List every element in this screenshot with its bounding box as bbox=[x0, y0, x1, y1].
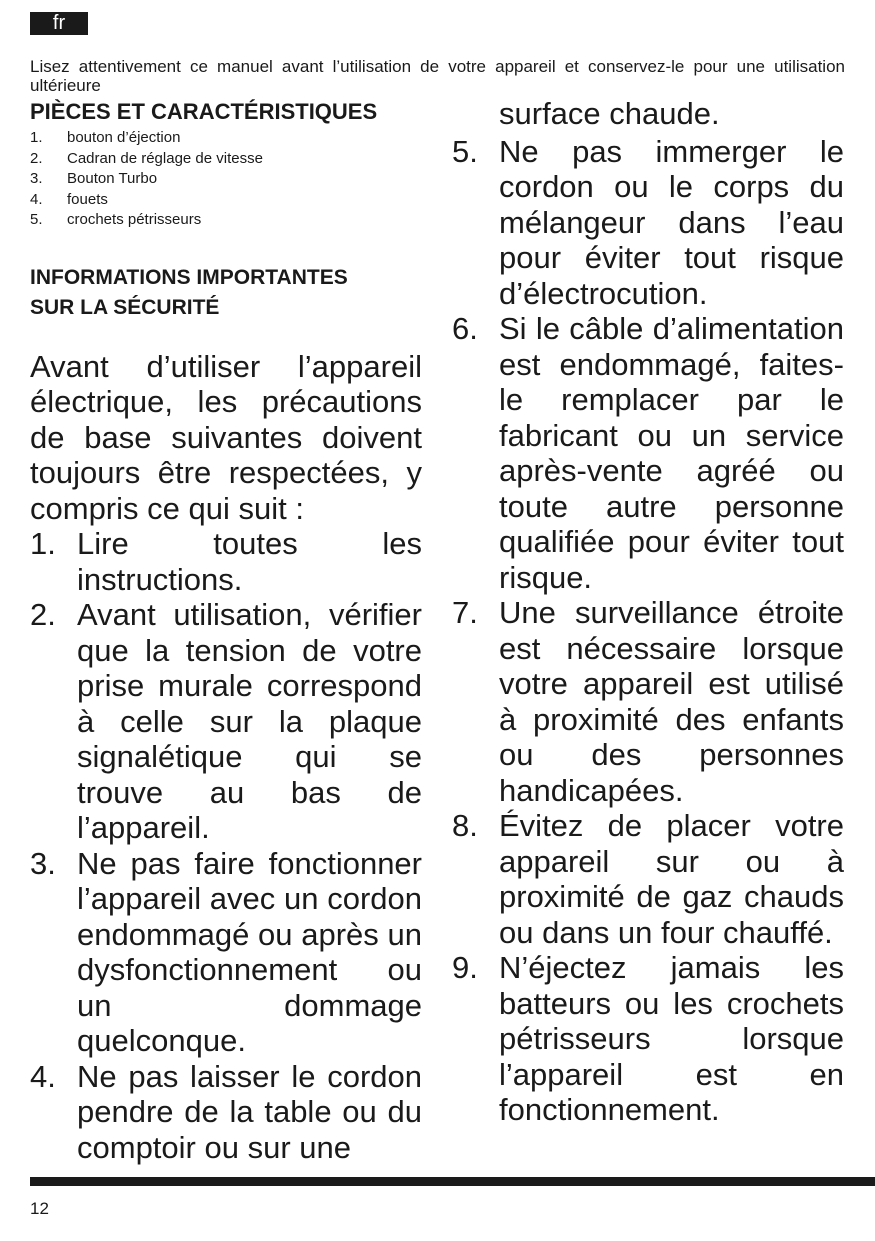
safety-item-continuation: surface chaude. bbox=[499, 96, 720, 131]
parts-item: 3. Bouton Turbo bbox=[30, 170, 158, 187]
safety-item: 5. Ne pas immerger le cordon ou le corps du mélangeur dans l’eau pour éviter tout risque d’électrocution. bbox=[452, 133, 844, 311]
safety-item: 1. Lire toutes les instructions. bbox=[30, 526, 422, 597]
safety-item: 4. Ne pas laisser le cordon pendre de la table ou du comptoir ou sur une bbox=[30, 1058, 422, 1165]
language-tab bbox=[30, 12, 88, 35]
safety-item: 8. Évitez de placer votre appareil sur ou à proximité de gaz chauds ou dans un four chauffé. bbox=[452, 808, 844, 950]
intro-text: Lisez attentivement ce manuel avant l’utilisation de votre appareil et conservez-le pour une utilisation ultérieure bbox=[30, 57, 845, 95]
page-number: 12 bbox=[30, 1199, 49, 1218]
parts-item: 1. bouton d’éjection bbox=[30, 129, 181, 146]
safety-item: 3. Ne pas faire fonctionner l’appareil avec un cordon endommagé ou après un dysfonctionnement ou un dommage quelconque. bbox=[30, 845, 422, 1058]
parts-item: 4. fouets bbox=[30, 190, 108, 208]
parts-item: 2. Cadran de réglage de vitesse bbox=[30, 149, 263, 167]
parts-list bbox=[30, 128, 422, 231]
safety-title: INFORMATIONS IMPORTANTES SUR LA SÉCURITÉ bbox=[30, 265, 348, 319]
parts-item: 5. crochets pétrisseurs bbox=[30, 211, 202, 228]
safety-item: 9. N’éjectez jamais les batteurs ou les crochets pétrisseurs lorsque l’appareil est en fonctionnement. bbox=[452, 950, 844, 1127]
safety-item: 2. Avant utilisation, vérifier que la tension de votre prise murale correspond à celle sur la plaque signalétique qui se trouve au bas de l’appareil. bbox=[30, 597, 422, 845]
footer-divider bbox=[30, 1177, 875, 1186]
left-column bbox=[30, 98, 422, 1165]
safety-list-right bbox=[452, 134, 844, 1128]
parts-title: PIÈCES ET CARACTÉRISTIQUES bbox=[30, 99, 378, 124]
safety-item: 6. Si le câble d’alimentation est endommagé, faites-le remplacer par le fabricant ou un service après-vente agréé ou toute autre personne qualifiée pour éviter tout risque. bbox=[452, 311, 844, 595]
safety-intro: Avant d’utiliser l’appareil électrique, les précautions de base suivantes doivent toujours être respectées, y compris ce qui suit : bbox=[30, 348, 422, 526]
right-column bbox=[452, 96, 844, 1128]
safety-list-left bbox=[30, 526, 422, 1165]
safety-item: 7. Une surveillance étroite est nécessaire lorsque votre appareil est utilisé à proximité des enfants ou des personnes handicapées. bbox=[452, 595, 844, 808]
language-code: fr bbox=[52, 12, 66, 34]
